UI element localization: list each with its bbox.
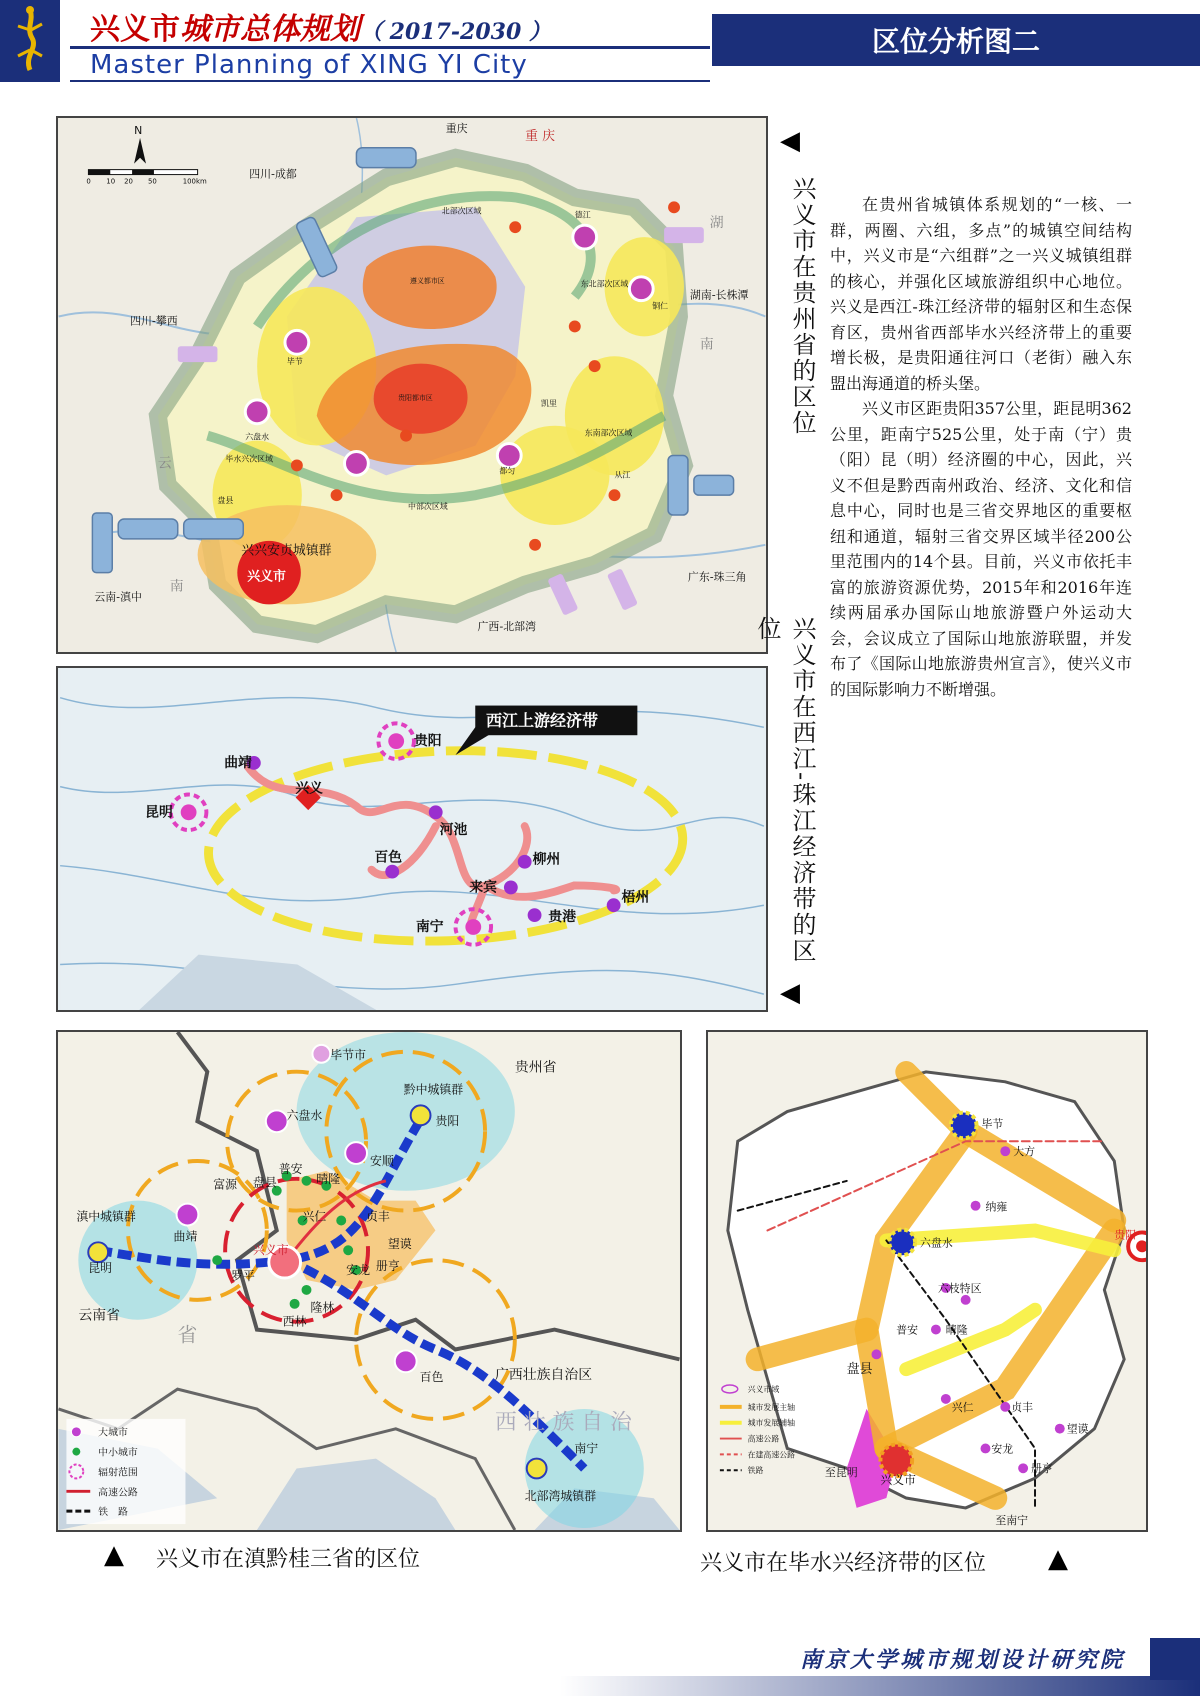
label-guizhou-sheng: 贵州省 [514, 1059, 557, 1076]
paragraph-1: 在贵州省城镇体系规划的“一核、一群，两圈、六组，多点”的城镇空间结构中，兴义市是“六组群”之一兴义城镇组群的核心，并强化区域旅游组织中心地位。兴义是西江-珠江经济带的辐射区和生态保育区，贵州省西部毕水兴经济带上的重要增长极，是贵阳通往河口（老街）融入东盟出海通道的桥头堡。 [830, 195, 1132, 393]
label-hunan-changzhutan: 湖南-长株潭 [689, 288, 749, 302]
label-anlong: 安龙 [991, 1442, 1014, 1456]
label-panxian: 盘县 [217, 496, 234, 506]
hub-marker-bijie [951, 1113, 977, 1139]
body-text [830, 192, 1132, 702]
svg-text:N: N [134, 123, 143, 137]
city-hechi: 河池 [439, 822, 468, 839]
label-guangdong: 广东-珠三角 [687, 570, 747, 584]
label-kaili: 凯里 [541, 398, 557, 408]
city-baise: 百色 [374, 849, 403, 866]
title-plan: 城市总体规划 [180, 12, 360, 47]
label-liupanshui: 六盘水 [245, 432, 270, 442]
map-bishuixing-belt [706, 1030, 1148, 1532]
label-liupanshui: 六盘水 [286, 1108, 323, 1123]
map-xijiang-economic-belt [56, 666, 768, 1012]
label-sichuan-panxi: 四川-攀西 [130, 314, 178, 328]
legend-city-area: 兴义市域 [747, 1384, 780, 1394]
label-anshun: 安顺 [369, 1153, 394, 1168]
map-xijiang-svg [58, 668, 766, 1010]
triangle-marker-4: ▲ [1048, 1544, 1068, 1574]
label-xingyi: 兴义市 [252, 1243, 289, 1258]
label-hunan: 湖 [709, 215, 724, 232]
lizard-logo-icon [0, 0, 60, 82]
label-liupanshui: 六盘水 [920, 1236, 953, 1250]
label-anlong: 安龙 [346, 1263, 370, 1278]
label-zunyi-area: 遵义都市区 [410, 276, 445, 285]
legend-radiation: 辐射范围 [98, 1467, 138, 1479]
map4-caption: 兴义市在毕水兴经济带的区位 [700, 1551, 987, 1576]
label-nayong: 纳雍 [985, 1200, 1008, 1214]
label-southeast-zone: 东南部次区域 [584, 428, 633, 438]
label-bijie: 毕节 [981, 1117, 1004, 1131]
label-to-kunming: 至昆明 [824, 1466, 858, 1480]
title-years: （ 2017-2030 ） [360, 19, 551, 45]
label-qinglong: 晴隆 [945, 1323, 968, 1337]
label-xingren: 兴仁 [951, 1400, 974, 1414]
scale-tick: 0 [86, 177, 91, 186]
label-guangxi: 广西-北部湾 [477, 620, 536, 634]
hub-marker-xingyi [880, 1445, 912, 1477]
label-guiyang-area: 贵阳都市区 [398, 393, 433, 402]
map-guizhou-location [56, 116, 768, 654]
label-baise: 百色 [419, 1370, 444, 1385]
label-ceheng: 册亨 [1031, 1462, 1053, 1476]
label-xilin: 西林 [282, 1314, 307, 1329]
label-yun: 云 [157, 455, 172, 472]
legend-highway-construction: 在建高速公路 [747, 1450, 796, 1460]
scale-tick: 20 [124, 177, 133, 186]
label-guiyang: 贵阳 [1114, 1228, 1137, 1242]
label-central-zone: 中部次区域 [408, 502, 448, 512]
label-west-zone: 毕水兴次区域 [225, 454, 274, 464]
label-fuyuan: 富源 [213, 1177, 238, 1192]
map-three-provinces-svg [58, 1032, 680, 1530]
label-guangxi-region: 广西壮族自治区 [494, 1367, 593, 1384]
paragraph-2: 兴义市区距贵阳357公里，距昆明362公里，距南宁525公里，处于南（宁）贵（阳）昆（明）经济圈的中心，因此，兴义不但是黔西南州政治、经济、文化和信息中心，同时也是三省交界地区的重要枢纽和通道，辐射三省交界区域半径200公里范围内的14个县。目前，兴义市依托丰富的旅游资源优势，2015年和2016年连续两届承办国际山地旅游暨户外运动大会，会议成立了国际山地旅游联盟，并发布了《国际山地旅游贵州宣言》，使兴义市的国际影响力不断增强。 [830, 399, 1132, 699]
section-title: 区位分析图二 [712, 14, 1200, 66]
map3-caption: 兴义市在滇黔桂三省的区位 [156, 1547, 421, 1572]
label-xingxing-cluster: 兴兴安贞城镇群 [241, 543, 332, 559]
label-dianzhong: 滇中城镇群 [76, 1209, 136, 1224]
label-xingyi: 兴义市 [247, 569, 286, 585]
legend-small-city: 中小城市 [98, 1447, 138, 1459]
label-panxian: 盘县 [846, 1362, 873, 1378]
label-yunnan-dianzhong: 云南-滇中 [94, 590, 142, 604]
map3-legend [66, 1419, 185, 1524]
label-wangmo: 望谟 [1066, 1422, 1089, 1436]
city-guiyang: 贵阳 [413, 733, 442, 750]
footer-institute: 南京大学城市规划设计研究院 [800, 1647, 1126, 1673]
label-ceheng: 册亨 [375, 1259, 400, 1274]
legend-railway: 铁路 [747, 1466, 764, 1476]
city-wuzhou: 梧州 [621, 889, 650, 906]
label-congjiang: 从江 [614, 470, 631, 480]
triangle-marker-1: ◀ [780, 126, 800, 156]
triangle-marker-2: ◀ [780, 978, 800, 1008]
map-bishuixing-svg [708, 1032, 1146, 1530]
label-chongqing: 重庆 [445, 121, 468, 135]
label-liuzhi: 六枝特区 [937, 1281, 982, 1295]
scale-tick: 10 [106, 177, 116, 186]
footer-bar [560, 1676, 1200, 1696]
label-puan: 普安 [278, 1161, 303, 1176]
scale-tick: 100km [182, 177, 207, 186]
label-beibuwan: 北部湾城镇群 [524, 1489, 597, 1504]
label-zhenfeng: 贞丰 [1011, 1400, 1034, 1414]
legend-big-city: 大城市 [98, 1427, 128, 1439]
label-guangxi-watermark: 西 壮 族 自 治 [494, 1409, 632, 1435]
label-longlin: 隆林 [310, 1300, 335, 1315]
triangle-marker-3: ▲ [104, 1540, 124, 1570]
label-dafang: 大方 [1013, 1145, 1036, 1159]
label-dejiang: 德江 [574, 210, 591, 220]
legend-railway: 铁 路 [98, 1507, 128, 1519]
map1-side-label: 兴义市在贵州省的区位 [788, 176, 816, 436]
map-three-provinces [56, 1030, 682, 1532]
city-nanning: 南宁 [415, 918, 444, 935]
city-guigang: 贵港 [548, 909, 577, 926]
label-nan: 南 [169, 578, 184, 595]
label-tongren: 铜仁 [652, 301, 669, 311]
label-hunan2: 南 [699, 336, 714, 353]
label-xingyi: 兴义市 [880, 1473, 917, 1488]
label-north-zone: 北部次区域 [441, 206, 482, 216]
label-qianzhong: 黔中城镇群 [403, 1082, 464, 1097]
label-kunming: 昆明 [88, 1261, 113, 1276]
scale-tick: 50 [147, 177, 157, 186]
map-guizhou-svg [58, 118, 766, 652]
footer-block [1150, 1638, 1200, 1680]
label-zhenfeng: 贞丰 [366, 1209, 390, 1224]
legend-main-axis: 城市发展主轴 [747, 1402, 796, 1412]
xijiang-callout: 西江上游经济带 [486, 711, 599, 730]
header-title-en: Master Planning of XING YI City [90, 50, 528, 80]
label-wangmo: 望谟 [387, 1237, 412, 1252]
legend-highway: 高速公路 [98, 1487, 138, 1499]
label-northeast-zone: 东北部次区域 [580, 279, 629, 289]
label-puan: 普安 [896, 1323, 919, 1337]
label-to-nanning: 至南宁 [995, 1513, 1029, 1527]
city-liuzhou: 柳州 [532, 851, 561, 868]
label-panxian: 盘县 [252, 1175, 277, 1190]
label-xingren: 兴仁 [302, 1209, 327, 1224]
label-sichuan-chengdu: 四川-成都 [249, 167, 297, 181]
hub-marker-liupanshui [889, 1229, 915, 1255]
legend-highway: 高速公路 [747, 1434, 780, 1444]
city-xingyi: 兴义 [295, 780, 324, 797]
legend-aux-axis: 城市发展辅轴 [747, 1418, 796, 1428]
title-city: 兴义市 [90, 12, 180, 47]
map2-side-label: 兴义市在西江-珠江经济带的区位 [753, 616, 816, 965]
label-yunnan-sheng: 云南省 [78, 1307, 120, 1324]
city-kunming: 昆明 [145, 804, 173, 821]
label-duyun: 都匀 [499, 466, 516, 476]
label-sheng-watermark: 省 [177, 1323, 198, 1347]
label-qujing: 曲靖 [173, 1229, 198, 1244]
city-laibin: 来宾 [469, 879, 497, 896]
label-bijie-shi: 毕节市 [330, 1047, 366, 1062]
label-qinglong: 晴隆 [316, 1171, 341, 1186]
header-logo [0, 0, 60, 82]
label-guiyang: 贵阳 [435, 1114, 460, 1129]
label-luoping: 罗平 [231, 1269, 255, 1284]
header-rule-lower [70, 80, 710, 82]
label-nanning: 南宁 [574, 1441, 599, 1456]
label-chongqing-big: 重 庆 [525, 128, 556, 144]
header-title-cn [90, 4, 551, 48]
label-bijie: 毕节 [286, 357, 303, 367]
city-qujing: 曲靖 [224, 754, 252, 771]
